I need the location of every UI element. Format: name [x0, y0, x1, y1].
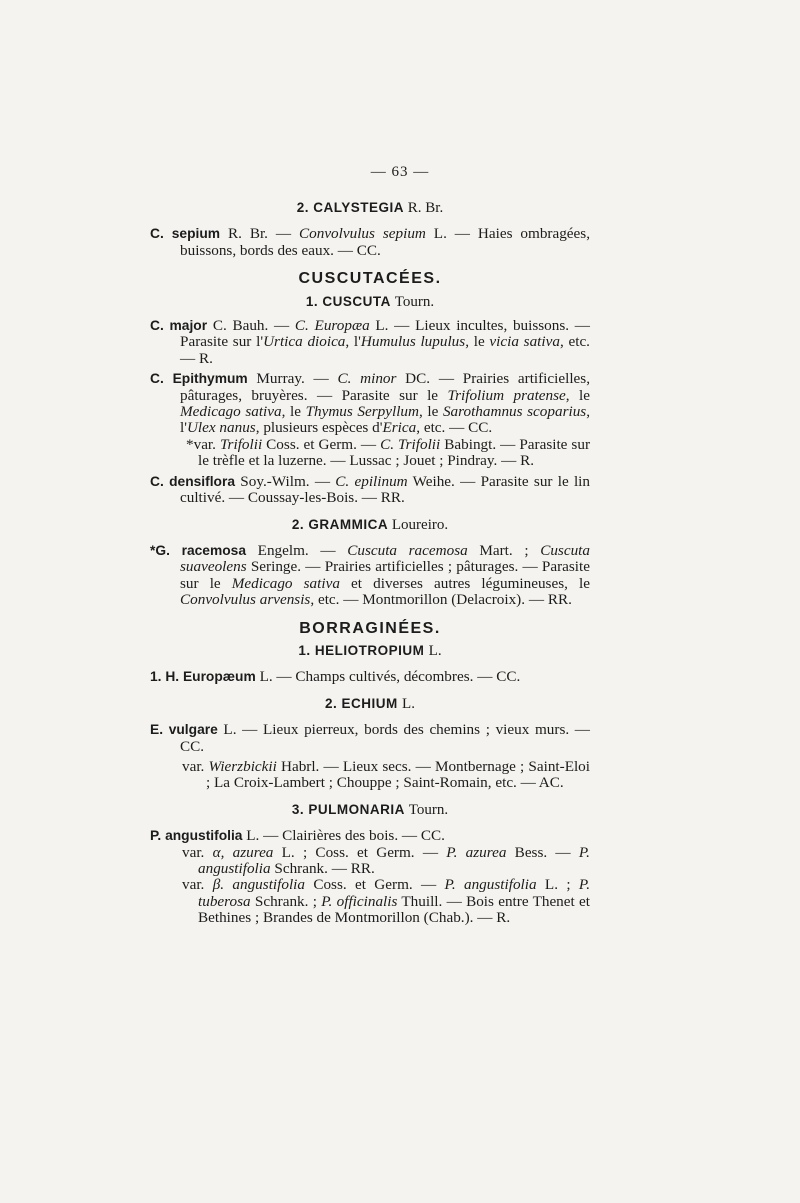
variety-entry-angustifolia-beta: var. β. angustifolia Coss. et Germ. — P. angustifolia L. ; P. tuberosa Schrank. ; P. officinalis Thuill. — Bois entre Thenet et Bethines ; Brandes de Montmorillon (Chab.). — R.: [182, 876, 591, 927]
species-genus: C.: [150, 226, 164, 242]
variety-entry-trifolii: *var. Trifolii Coss. et Germ. — C. Trifolii Babingt. — Parasite sur le trèfle et la luzerne. — Lussac ; Jouet ; Pindray. — R.: [186, 435, 590, 470]
genus-heading-cuscuta: 1. CUSCUTA Tourn.: [305, 293, 435, 310]
genus-heading-calystegia: 2. CALYSTEGIA R. Br.: [296, 200, 444, 216]
species-entry-sepium: C. sepium R. Br. — Convolvulus sepium L. — Haies ombragées, buissons, bords des eaux. — CC.: [150, 225, 590, 259]
species-entry-europaeum: 1. H. Europæum L. — Champs cultivés, décombres. — CC.: [150, 668, 521, 686]
species-name: densiflora: [169, 473, 236, 489]
genus-heading-grammica: 2. GRAMMICA Loureiro.: [291, 516, 449, 533]
species-entry-major: C. major C. Bauh. — C. Europæa L. — Lieux incultes, buissons. — Parasite sur l'Urtica dioica, l'Humulus lupulus, le vicia sativa, etc. — R.: [150, 317, 590, 367]
species-name: vulgare: [168, 722, 218, 738]
species-entry-angustifolia: P. angustifolia L. — Clairières des bois. — CC.: [150, 827, 445, 845]
species-name: racemosa: [181, 542, 247, 558]
family-heading-borraginees: BORRAGINÉES.: [299, 619, 441, 637]
species-name: Europæum: [182, 669, 256, 685]
variety-entry-azurea: var. α, azurea L. ; Coss. et Germ. — P. azurea Bess. — P. angustifolia Schrank. — RR.: [182, 843, 590, 877]
text-column: [150, 200, 590, 927]
species-entry-densiflora: C. densiflora Soy.-Wilm. — C. epilinum Weihe. — Parasite sur le lin cultivé. — Coussay-les-Bois. — RR.: [150, 472, 590, 507]
species-entry-epithymum: C. Epithymum Murray. — C. minor DC. — Prairies artificielles, pâturages, bruyères. — Parasite sur le Trifolium pratense, le Medicago sativa, le Thymus Serpyllum, le Sarothamnus scoparius, l'Ulex nanus, plusieurs espèces d'Erica, etc. — CC.: [150, 370, 591, 437]
species-entry-racemosa: *G. racemosa Engelm. — Cuscuta racemosa Mart. ; Cuscuta suaveolens Seringe. — Prairies artificielles ; pâturages. — Parasite sur le Medicago sativa et diverses autres légumineuses, le Convolvulus arvensis, etc. — Montmorillon (Delacroix). — RR.: [150, 541, 590, 609]
species-entry-vulgare: E. vulgare L. — Lieux pierreux, bords des chemins ; vieux murs. — CC.: [150, 721, 590, 755]
page-number: — 63 —: [370, 164, 430, 180]
genus-heading-echium: 2. ECHIUM L.: [325, 695, 415, 712]
species-name: sepium: [171, 226, 221, 242]
species-name: angustifolia: [165, 828, 243, 844]
species-name: Epithymum: [172, 371, 248, 387]
genus-heading-pulmonaria: 3. PULMONARIA Tourn.: [291, 801, 449, 818]
family-heading-cuscutacees: CUSCUTACÉES.: [298, 270, 442, 288]
variety-entry-wierzbickii: var. Wierzbickii Habrl. — Lieux secs. — Montbernage ; Saint-Eloi ; La Croix-Lambert ; Chouppe ; Saint-Romain, etc. — AC.: [182, 757, 590, 792]
genus-heading-heliotropium: 1. HELIOTROPIUM L.: [298, 642, 442, 659]
species-name: major: [169, 318, 208, 334]
